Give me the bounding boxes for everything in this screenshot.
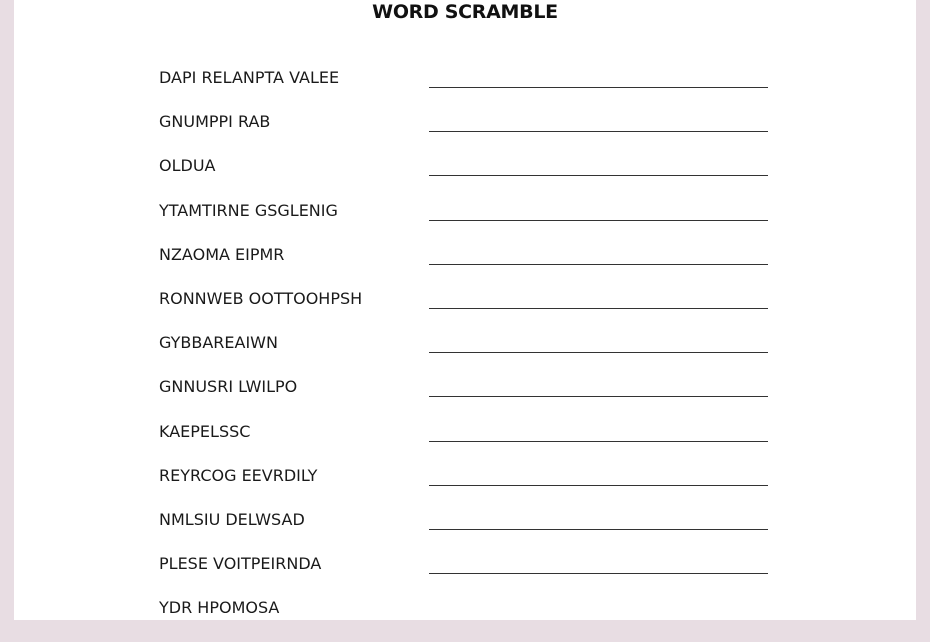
answer-line[interactable] [429,352,768,353]
answer-line[interactable] [429,529,768,530]
scramble-row [14,377,916,421]
scrambled-word: YTAMTIRNE GSGLENIG [159,200,338,220]
answer-line[interactable] [429,131,768,132]
scramble-row [14,112,916,156]
answer-line[interactable] [429,175,768,176]
scramble-row [14,598,916,642]
answer-line[interactable] [429,485,768,486]
scramble-list [14,0,916,620]
answer-line[interactable] [429,87,768,88]
scrambled-word: GNUMPPI RAB [159,112,271,132]
scrambled-word: PLESE VOITPEIRNDA [159,554,322,574]
scrambled-word: REYRCOG EEVRDILY [159,465,318,485]
worksheet-page [14,0,916,620]
answer-line[interactable] [429,573,768,574]
worksheet-title: WORD SCRAMBLE [372,1,558,23]
answer-line[interactable] [429,264,768,265]
answer-line[interactable] [429,441,768,442]
scrambled-word: GYBBAREAIWN [159,333,278,353]
scrambled-word: OLDUA [159,156,216,176]
scrambled-word: RONNWEB OOTTOOHPSH [159,289,363,308]
scramble-row [14,422,916,466]
answer-line[interactable] [429,396,768,397]
scramble-row [14,68,916,112]
scramble-row [14,554,916,598]
scrambled-word: GNNUSRI LWILPO [159,377,298,397]
answer-line[interactable] [429,308,768,309]
scramble-row [14,289,916,333]
scrambled-word: YDR HPOMOSA [159,598,280,618]
scrambled-word: DAPI RELANPTA VALEE [159,68,340,87]
scrambled-word: NZAOMA EIPMR [159,244,285,264]
scrambled-word: KAEPELSSC [159,421,251,441]
scramble-row [14,245,916,289]
scramble-row [14,510,916,554]
answer-line[interactable] [429,220,768,221]
scramble-row [14,156,916,200]
scramble-row [14,201,916,245]
scramble-row [14,466,916,510]
scramble-row [14,333,916,377]
scrambled-word: NMLSIU DELWSAD [159,510,305,529]
